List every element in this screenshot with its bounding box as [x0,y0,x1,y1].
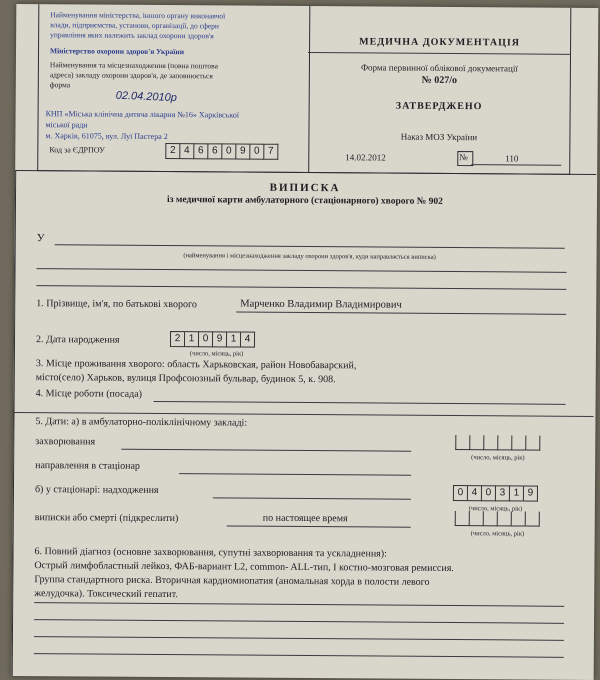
birth-digit: 1 [227,331,241,347]
workplace-label: 4. Місце роботи (посада) [35,388,143,400]
discharge-digit [470,511,484,526]
edrpou-digit: 6 [194,143,208,159]
ministry-line-3: управління яких належить заклад охорони здоров'я [50,30,214,41]
disease-digit [484,435,498,450]
discharge-digit [512,511,526,526]
disease-digit [470,435,484,450]
discharge-digit [498,511,512,526]
diagnosis-line-1: Острый лимфобластный лейкоз, ФАБ-вариант L2, common- ALL-тип, I костно-мозговая ремиссия. [34,560,454,575]
order-no: 110 [505,153,519,164]
doc-subtitle: із медичної карти амбулаторного (стаціонарного) хворого № 902 [167,195,443,207]
ministry-line-2: влади, підприємства, установи, організації, до сфери [50,20,220,31]
disease-digit [498,435,512,450]
ministry-name: Міністерство охорони здоров'я України [49,46,185,57]
form-name-1: Форма первинної облікової документації [360,62,518,74]
discharge-date-digits [455,511,540,527]
to-label: У [36,232,45,245]
birth-digit: 4 [241,332,255,348]
edrpou-code [165,143,278,160]
med-doc-title: МЕДИЧНА ДОКУМЕНТАЦІЯ [359,36,521,49]
disease-date-label: захворювання [35,436,96,448]
order-label: Наказ МОЗ України [400,131,478,143]
document-sheet [12,4,599,680]
admission-digit: 4 [468,485,482,501]
disease-date-digits [455,435,540,451]
disease-date-hint: (число, місяць, рік) [471,454,525,462]
discharge-date-hint: (число, місяць, рік) [470,530,525,538]
diagnosis-line-3: желудочка). Токсический гепатит. [34,588,178,601]
admission-digit: 9 [524,486,538,502]
discharge-digit [455,511,470,526]
admission-date-label: б) у стаціонарі: надходження [34,484,159,496]
institution-line-3: м. Харків, 61075, вул. Луї Пастера 2 [45,131,168,142]
stamp-date: 02.04.2010р [115,89,178,105]
edrpou-digit: 0 [250,144,264,160]
birth-date-label: 2. Дата народження [35,334,120,346]
edrpou-digit: 0 [222,143,236,159]
header-right-box [307,6,571,175]
institution-hint-2: адреса) закладу охорони здоров'я, де заповнюється [49,70,213,81]
disease-digit [526,436,540,451]
patient-name-value: Марченко Владимир Владимирович [240,298,402,311]
diagnosis-label: 6. Повний діагноз (основне захворювання, супутні захворювання та ускладнення): [34,546,387,560]
admission-digit: 3 [496,485,510,501]
discharge-digit [526,512,540,527]
doc-title: ВИПИСКА [269,181,341,195]
patient-name-label: 1. Прізвище, ім'я, по батькові хворого [36,298,197,311]
admission-digit: 0 [482,485,496,501]
edrpou-digit: 7 [264,144,278,160]
institution-hint-1: Найменування та місцезнаходження (повна поштова [49,60,218,71]
admission-date-hint: (число, місяць, рік) [468,505,523,513]
order-date: 14.02.2012 [345,152,386,163]
discharge-label: виписки або смерті (підкреслити) [34,512,179,525]
order-no-label: № [459,152,468,163]
residence-line-1: 3. Місце проживання хворого: область Харьковская, район Новобаварский, [35,358,357,372]
discharge-value: по настоящее время [262,512,348,525]
edrpou-digit: 4 [180,143,194,159]
discharge-digit [484,511,498,526]
edrpou-label: Код за ЄДРПОУ [49,145,105,155]
birth-digit: 9 [213,331,227,347]
ministry-line-1: Найменування міністерства, іншого органу виконавчої [50,10,226,21]
birth-digit: 2 [170,331,185,347]
birth-digit: 0 [199,331,213,347]
institution-hint-3: форма [49,80,71,90]
admission-digit: 0 [453,485,468,501]
residence-line-2: місто(село) Харьков, вулиця Профсоюзный бульвар, будинок 5, к. 908. [35,372,336,386]
dates-label: 5. Дати: а) в амбулаторно-поліклінічному закладі: [35,416,248,429]
admission-digit: 1 [510,485,524,501]
approved-label: ЗАТВЕРДЖЕНО [395,100,483,113]
admission-date-digits [453,485,538,502]
edrpou-digit: 6 [208,143,222,159]
birth-date-digits [170,331,255,348]
institution-line-2: міської ради [45,120,88,130]
referral-date-label: направлення в стаціонар [35,460,140,472]
disease-digit [512,435,526,450]
birth-date-hint: (число, місяць, рік) [189,350,244,358]
edrpou-digit: 2 [165,143,180,159]
disease-digit [455,435,470,450]
diagnosis-line-2: Группа стандартного риска. Вторичная кардиомиопатия (аномальная хорда в полости левого [34,574,430,588]
form-name-2: № 027/о [421,74,458,87]
edrpou-digit: 9 [236,144,250,160]
institution-line-1: КНП «Міська клінічна дитяча лікарня №16» Харківської [45,109,240,120]
to-hint: (найменування і місцезнаходження закладу охорони здоров'я, куди направляється виписка) [183,252,436,261]
birth-digit: 1 [185,331,199,347]
